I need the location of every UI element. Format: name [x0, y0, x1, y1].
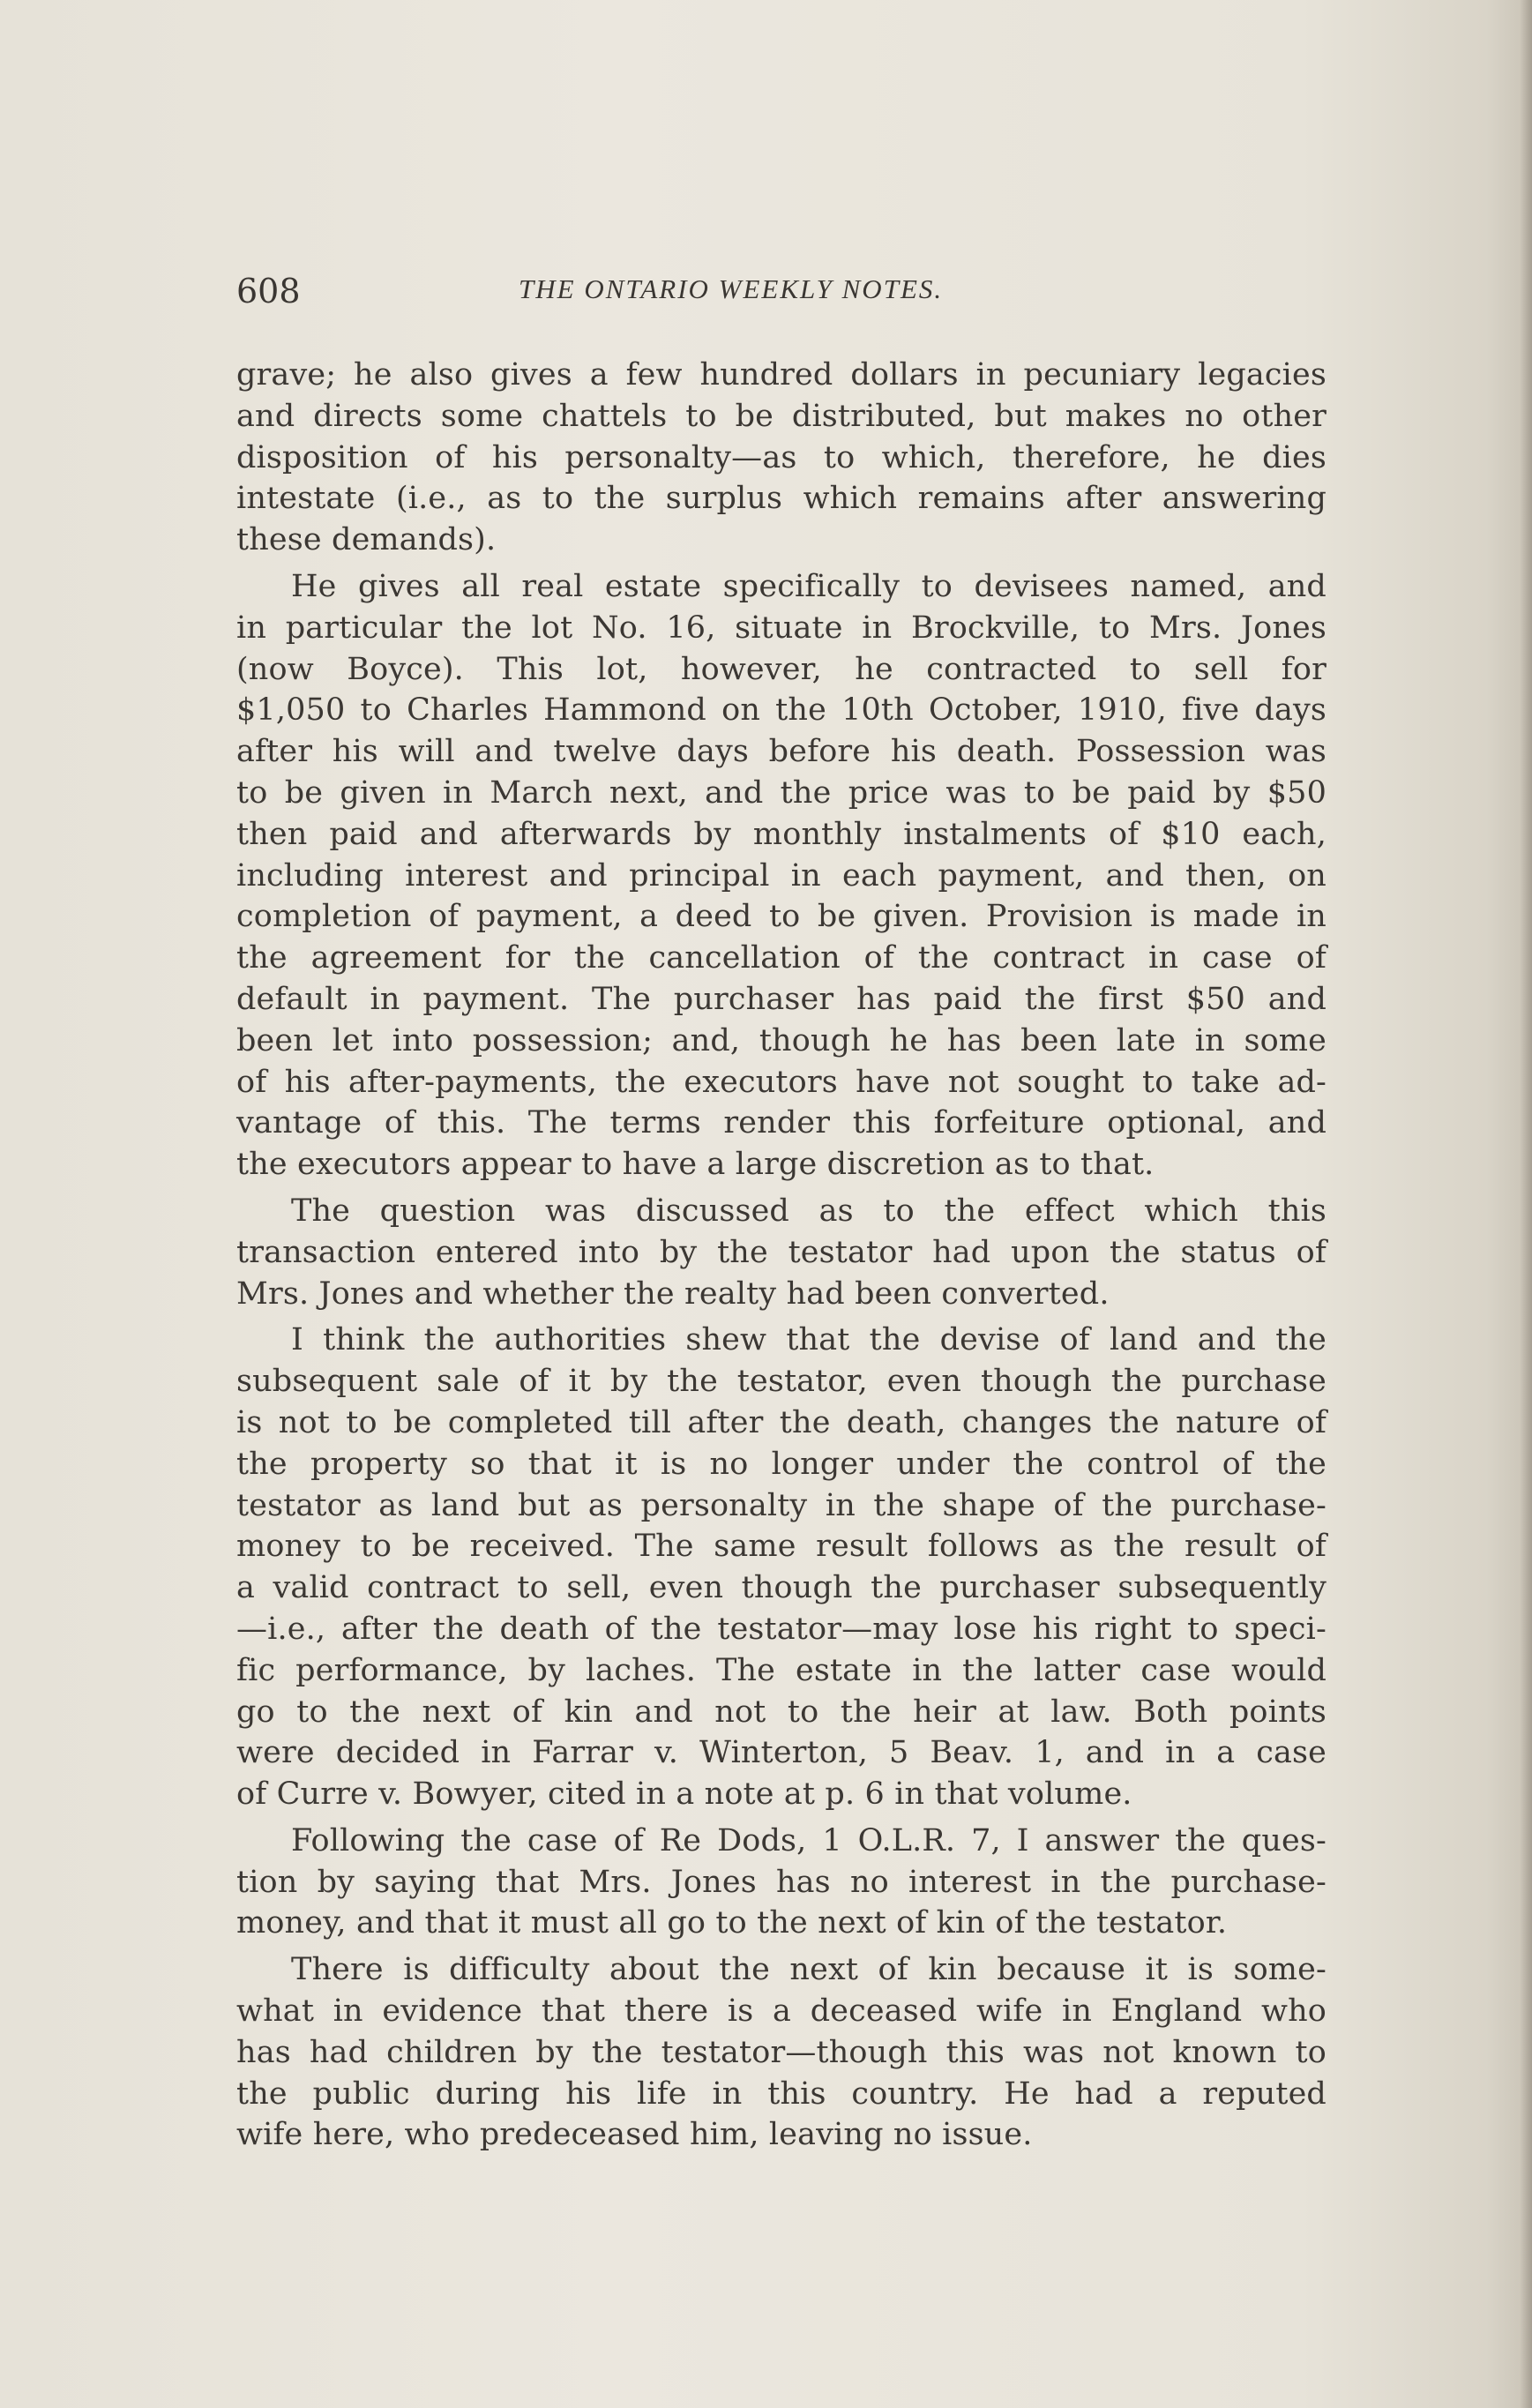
text-line: to be given in March next, and the price was to be paid by $50	[236, 774, 1326, 811]
running-head: THE ONTARIO WEEKLY NOTES.	[519, 273, 944, 304]
page-number: 608	[236, 272, 301, 310]
paragraph	[236, 1949, 1326, 2156]
text-line: these demands).	[236, 522, 497, 558]
text-line: subsequent sale of it by the testator, even though the purchase	[236, 1364, 1326, 1400]
text-line: including interest and principal in each payment, and then, on	[236, 857, 1326, 894]
text-line: intestate (i.e., as to the surplus which remains after answering	[236, 481, 1326, 517]
text-line: —i.e., after the death of the testator—may lose his right to speci-	[236, 1611, 1326, 1647]
paragraph	[236, 1191, 1326, 1314]
text-line: $1,050 to Charles Hammond on the 10th October, 1910, five days	[236, 692, 1326, 729]
body-text	[236, 355, 1326, 2161]
text-line: money, and that it must all go to the next of kin of the testator.	[236, 1905, 1228, 1941]
text-line: Following the case of Re Dods, 1 O.L.R. 7, I answer the ques-	[291, 1822, 1326, 1858]
text-line: the property so that it is no longer under the control of the	[236, 1446, 1326, 1482]
text-line: default in payment. The purchaser has paid the first $50 and	[236, 981, 1326, 1017]
text-line: There is difficulty about the next of kin because it is some-	[291, 1952, 1326, 1988]
text-line: Mrs. Jones and whether the realty had been converted.	[236, 1275, 1110, 1312]
text-line: of Curre v. Bowyer, cited in a note at p. 6 in that volume.	[236, 1776, 1132, 1813]
text-line: of his after-payments, the executors have not sought to take ad-	[236, 1064, 1326, 1100]
text-line: completion of payment, a deed to be given. Provision is made in	[236, 899, 1326, 935]
paragraph	[236, 355, 1326, 561]
text-line: testator as land but as personalty in the shape of the purchase-	[236, 1487, 1326, 1523]
text-line: were decided in Farrar v. Winterton, 5 Beav. 1, and in a case	[236, 1735, 1326, 1771]
text-line: a valid contract to sell, even though the purchaser subsequently	[236, 1570, 1326, 1606]
text-line: He gives all real estate specifically to devisees named, and	[291, 568, 1326, 604]
text-line: money to be received. The same result follows as the result of	[236, 1529, 1326, 1565]
text-line: (now Boyce). This lot, however, he contracted to sell for	[236, 651, 1326, 687]
paragraph	[236, 1821, 1326, 1944]
text-line: is not to be completed till after the death, changes the nature of	[236, 1404, 1326, 1440]
text-line: fic performance, by laches. The estate in the latter case would	[236, 1652, 1326, 1688]
text-line: what in evidence that there is a deceased wife in England who	[236, 1993, 1326, 2030]
text-line: the agreement for the cancellation of the contract in case of	[236, 940, 1326, 976]
text-line: in particular the lot No. 16, situate in Brockville, to Mrs. Jones	[236, 609, 1326, 646]
text-line: grave; he also gives a few hundred dollars in pecuniary legacies	[236, 357, 1326, 393]
paragraph	[236, 566, 1326, 1185]
text-line: after his will and twelve days before his death. Possession was	[236, 734, 1326, 770]
text-line: tion by saying that Mrs. Jones has no interest in the purchase-	[236, 1864, 1326, 1900]
text-line: wife here, who predeceased him, leaving no issue.	[236, 2117, 1033, 2153]
text-line: has had children by the testator—though this was not known to	[236, 2034, 1326, 2070]
page-header	[236, 272, 1339, 312]
text-line: I think the authorities shew that the devise of land and the	[291, 1322, 1326, 1358]
text-line: the executors appear to have a large discretion as to that.	[236, 1147, 1155, 1183]
text-line: then paid and afterwards by monthly instalments of $10 each,	[236, 816, 1326, 852]
text-line: and directs some chattels to be distributed, but makes no other	[236, 398, 1326, 434]
text-line: vantage of this. The terms render this forfeiture optional, and	[236, 1105, 1326, 1141]
text-line: transaction entered into by the testator had upon the status of	[236, 1234, 1326, 1270]
text-line: disposition of his personalty—as to which, therefore, he dies	[236, 439, 1326, 475]
page-edge-shadow	[1520, 0, 1532, 2408]
paragraph	[236, 1320, 1326, 1815]
text-line: the public during his life in this country. He had a reputed	[236, 2075, 1326, 2112]
text-line: The question was discussed as to the effect which this	[291, 1193, 1326, 1229]
text-line: been let into possession; and, though he has been late in some	[236, 1022, 1326, 1058]
text-line: go to the next of kin and not to the heir at law. Both points	[236, 1694, 1326, 1730]
